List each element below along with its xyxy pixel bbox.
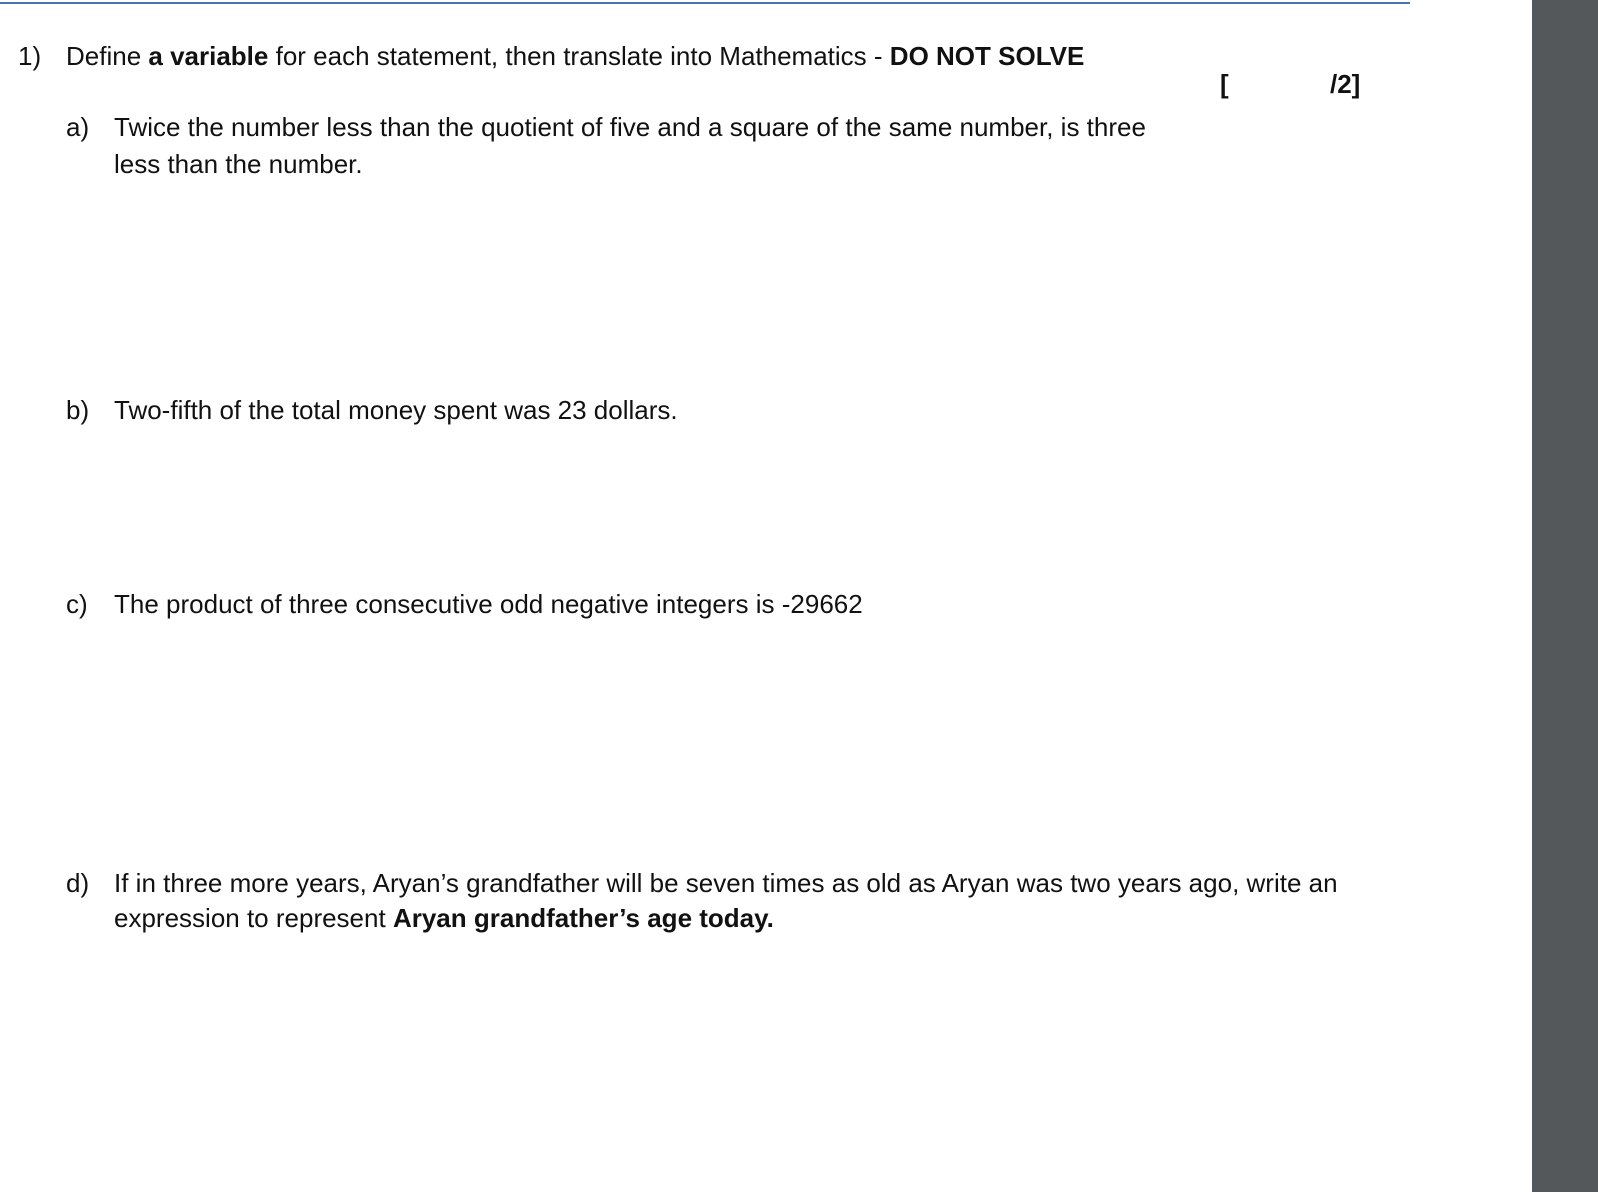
- viewer-side-panel: [1532, 0, 1598, 1192]
- part-d-label: d): [66, 868, 90, 898]
- marks-bracket-open: [: [1220, 69, 1229, 99]
- part-c-line-1: The product of three consecutive odd negative integers is -29662: [114, 589, 863, 619]
- part-b-line-1: Two-fifth of the total money spent was 23 dollars.: [114, 395, 678, 425]
- instruction-text-1: Define: [66, 41, 149, 71]
- question-instruction: [66, 38, 1084, 74]
- instruction-do-not-solve: DO NOT SOLVE: [889, 41, 1085, 71]
- instruction-text-2: for each statement, then translate into Mathematics -: [268, 41, 890, 71]
- part-c-label: c): [66, 589, 88, 619]
- part-a-label: a): [66, 112, 90, 142]
- part-a-line-1: Twice the number less than the quotient of five and a square of the same number, is three: [114, 112, 1146, 142]
- part-b-label: b): [66, 395, 90, 425]
- part-d-line-1: If in three more years, Aryan’s grandfather will be seven times as old as Aryan was two years ago, write an: [114, 868, 1338, 898]
- instruction-bold-variable: a variable: [148, 41, 269, 71]
- part-d-line-2: [114, 900, 774, 936]
- header-rule: [0, 2, 1410, 4]
- part-d-line-2-text: expression to represent: [114, 903, 393, 933]
- part-a-line-2: less than the number.: [114, 149, 363, 179]
- part-d-line-2-bold: Aryan grandfather’s age today.: [392, 903, 774, 933]
- question-number: 1): [18, 41, 42, 71]
- marks-total: /2]: [1330, 69, 1361, 99]
